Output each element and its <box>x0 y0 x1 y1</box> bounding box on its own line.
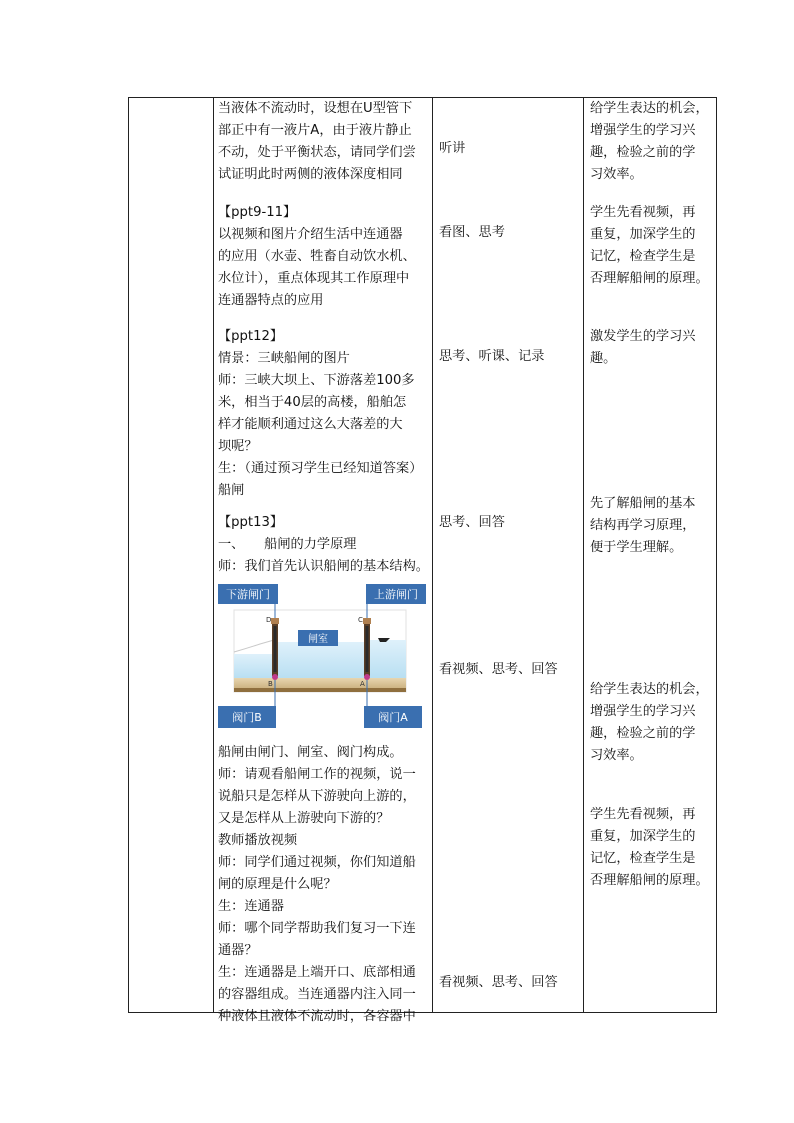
student-activity-6: 看视频、思考、回答 <box>439 975 558 990</box>
student-activity-2: 看图、思考 <box>439 225 505 240</box>
valve-a-label: 阀门A <box>378 711 408 724</box>
design-intent-2: 学生先看视频，再 重复，加深学生的 记忆，检查学生是 否理解船闸的原理。 <box>590 205 709 286</box>
student-activity-4: 思考、回答 <box>439 515 505 530</box>
teacher-activity-cell <box>214 98 433 1024</box>
teacher-text-block-2: 【ppt9-11】 以视频和图片介绍生活中连通器 的应用（水壶、牲畜自动饮水机、 水位计），重点体现其工作原理中 连通器特点的应用 <box>218 205 416 308</box>
lesson-plan-table <box>128 97 717 1024</box>
design-intent-6: 学生先看视频，再 重复，加深学生的 记忆，检查学生是 否理解船闸的原理。 <box>590 807 709 888</box>
teacher-text-block-3: 【ppt12】 情景：三峡船闸的图片 师：三峡大坝上、下游落差100多 米，相当于40层的高楼，船舶怎 样才能顺利通过这么大落差的大 坝呢？ 生：（通过预习学生已经知道答案） 船闸 <box>218 329 423 498</box>
design-intent-cell <box>584 98 717 1013</box>
valve-b-label: 阀门B <box>232 711 262 724</box>
downstream-gate-label: 下游闸门 <box>226 588 270 601</box>
student-activity-1: 听讲 <box>439 141 466 156</box>
student-activity-5: 看视频、思考、回答 <box>439 662 558 677</box>
teacher-text-block-1: 当液体不流动时，设想在U型管下 部正中有一液片A，由于液片静止 不动，处于平衡状态，请同学们尝 试证明此时两侧的液体深度相同 <box>218 101 416 182</box>
teacher-text-block-5: 船闸由闸门、闸室、阀门构成。 师：请观看船闸工作的视频，说一 说船只是怎样从下游驶向上游的， 又是怎样从上游驶向下游的？ 教师播放视频 师：同学们通过视频，你们知道船 闸的原理是什么呢？ 生：连通器 师：哪个同学帮助我们复习一下连 通器？ 生：连通器是上端开口、底部相通 的容器组成。当连通器内注入同一 种液体且液体不流动时，各容器中 <box>218 745 416 1024</box>
letter-c: C <box>358 616 363 624</box>
letter-a: A <box>360 680 365 688</box>
letter-d: D <box>266 616 272 624</box>
lock-chamber-label: 闸室 <box>308 634 328 645</box>
design-intent-3: 激发学生的学习兴 趣。 <box>590 329 696 366</box>
student-activity-3: 思考、听课、记录 <box>439 349 545 364</box>
empty-column-cell <box>129 98 214 1013</box>
table-row <box>129 98 717 1013</box>
upstream-gate-label: 上游闸门 <box>374 588 418 601</box>
design-intent-1: 给学生表达的机会， 增强学生的学习兴 趣，检验之前的学 习效率。 <box>590 101 709 182</box>
ship-lock-diagram <box>218 582 430 738</box>
design-intent-5: 给学生表达的机会， 增强学生的学习兴 趣，检验之前的学 习效率。 <box>590 682 709 763</box>
student-activity-cell <box>433 98 584 1013</box>
design-intent-4: 先了解船闸的基本 结构再学习原理， 便于学生理解。 <box>590 496 696 555</box>
teacher-text-block-4: 【ppt13】 一、 船闸的力学原理 师：我们首先认识船闸的基本结构。 <box>218 515 429 574</box>
letter-b: B <box>268 680 273 688</box>
